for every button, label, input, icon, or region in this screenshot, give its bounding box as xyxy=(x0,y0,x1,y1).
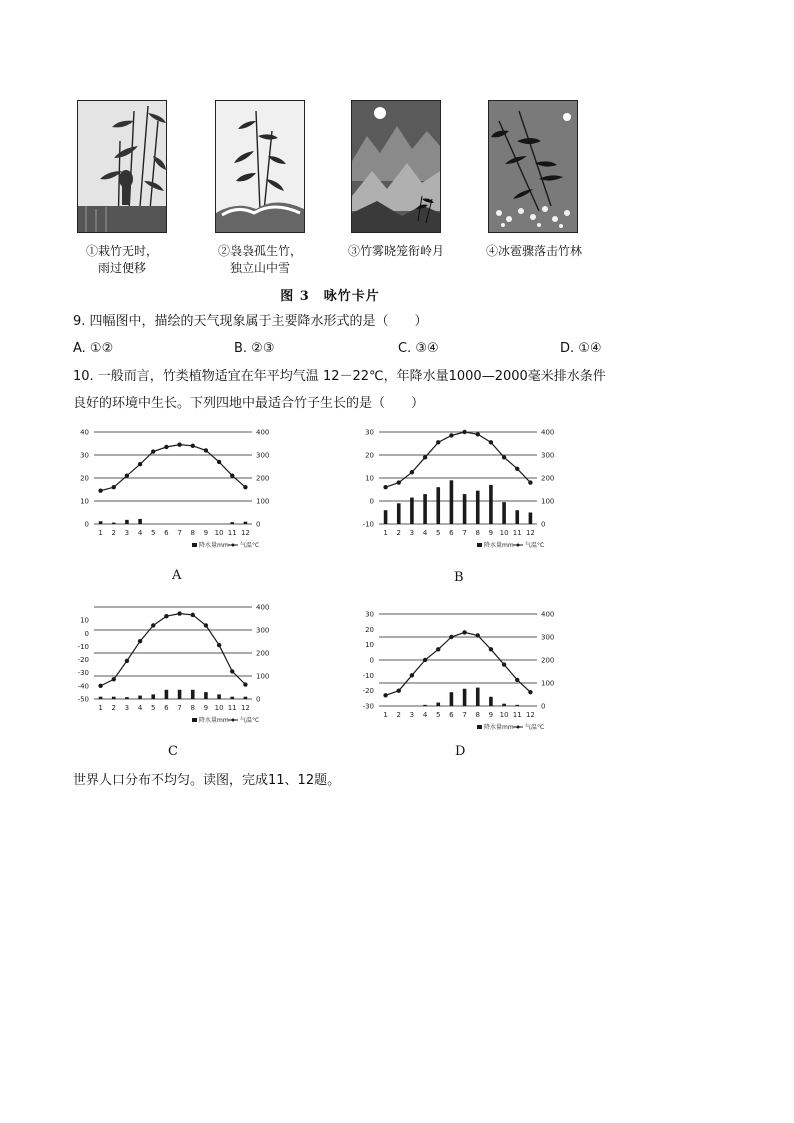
legend-temp-marker xyxy=(517,544,520,547)
legend-precip-swatch xyxy=(477,725,482,729)
month-label: 3 xyxy=(409,529,415,537)
month-label: 1 xyxy=(383,529,388,537)
precip-bar xyxy=(99,697,103,699)
climate-chart-a xyxy=(70,426,280,556)
right-tick-label: 200 xyxy=(541,656,555,665)
temperature-point xyxy=(489,440,493,444)
month-label: 11 xyxy=(512,529,522,537)
precip-bar xyxy=(476,688,480,706)
figure-title: 图 3 咏竹卡片 xyxy=(280,289,380,304)
temperature-point xyxy=(217,460,221,464)
temperature-point xyxy=(515,467,519,471)
left-tick-label: 30 xyxy=(365,428,374,437)
caption-line: 雨过便移 xyxy=(97,261,146,275)
legend-precip-label: 降水量mm xyxy=(199,717,229,724)
temperature-point xyxy=(177,611,181,615)
temperature-point xyxy=(476,633,480,637)
temperature-point xyxy=(436,647,440,651)
temperature-point xyxy=(383,693,387,697)
chart-label-a: A xyxy=(172,568,182,583)
left-tick-label: 10 xyxy=(80,497,89,506)
temperature-point xyxy=(204,623,208,627)
month-label: 7 xyxy=(177,529,182,537)
precip-bar xyxy=(178,690,182,699)
right-tick-label: 0 xyxy=(256,520,261,529)
climate-chart-c xyxy=(70,601,280,731)
temperature-point xyxy=(151,623,155,627)
left-tick-label: -30 xyxy=(362,702,374,711)
right-tick-label: 100 xyxy=(256,497,270,506)
left-tick-label: 0 xyxy=(84,520,89,529)
temperature-point xyxy=(230,669,234,673)
temperature-line xyxy=(386,432,531,487)
precip-bar xyxy=(489,697,493,706)
left-tick-label: 40 xyxy=(80,428,89,437)
left-tick-label: -50 xyxy=(77,695,89,704)
legend-temp-label: 气温°C xyxy=(525,724,545,731)
caption-line: ①栽竹无时， xyxy=(85,244,158,258)
precip-bar xyxy=(99,521,103,524)
temperature-point xyxy=(462,430,466,434)
right-tick-label: 100 xyxy=(541,679,555,688)
temperature-point xyxy=(489,647,493,651)
right-tick-label: 400 xyxy=(256,603,270,612)
legend-precip-swatch xyxy=(192,718,197,722)
temperature-line xyxy=(101,614,246,686)
month-label: 4 xyxy=(137,529,143,537)
card-image-4 xyxy=(488,100,578,233)
temperature-point xyxy=(191,613,195,617)
temperature-point xyxy=(138,462,142,466)
month-label: 8 xyxy=(475,711,480,719)
caption-line: ③竹雾晓笼衔岭月 xyxy=(347,244,444,258)
month-label: 1 xyxy=(383,711,388,719)
temperature-point xyxy=(502,455,506,459)
chart-label-c: C xyxy=(168,744,178,759)
chart-label-d: D xyxy=(455,744,466,759)
month-label: 11 xyxy=(227,704,237,712)
left-tick-label: 20 xyxy=(365,625,374,634)
left-tick-label: -10 xyxy=(77,642,89,651)
precip-bar xyxy=(423,705,427,706)
legend-precip-label: 降水量mm xyxy=(199,542,229,549)
question-10-stem-line1: 10. 一般而言，竹类植物适宜在年平均气温 12－22℃，年降水量1000—2000毫米排水条件 xyxy=(73,369,606,384)
month-label: 8 xyxy=(190,704,195,712)
legend-temp-label: 气温°C xyxy=(525,542,545,549)
precip-bar xyxy=(436,703,440,706)
caption-line: 独立山中雪 xyxy=(229,261,290,275)
right-tick-label: 300 xyxy=(256,451,270,460)
left-tick-label: -30 xyxy=(77,669,89,678)
month-label: 7 xyxy=(462,711,467,719)
temperature-point xyxy=(423,658,427,662)
precip-bar xyxy=(489,485,493,524)
precip-bar xyxy=(463,494,467,524)
precip-bar xyxy=(204,692,208,699)
legend-precip-label: 降水量mm xyxy=(484,542,514,549)
temperature-point xyxy=(410,470,414,474)
precip-bar xyxy=(112,523,116,524)
month-label: 5 xyxy=(436,529,441,537)
precip-bar xyxy=(384,510,388,524)
precip-bar xyxy=(450,692,454,706)
month-label: 1 xyxy=(98,529,103,537)
temperature-point xyxy=(177,442,181,446)
right-tick-label: 400 xyxy=(256,428,270,437)
temperature-point xyxy=(151,449,155,453)
right-tick-label: 0 xyxy=(256,695,261,704)
month-label: 2 xyxy=(111,704,116,712)
month-label: 12 xyxy=(240,529,250,537)
temperature-point xyxy=(164,445,168,449)
month-label: 11 xyxy=(227,529,237,537)
temperature-point xyxy=(383,485,387,489)
left-tick-label: 10 xyxy=(365,641,374,650)
precip-bar xyxy=(397,503,401,524)
left-tick-label: -20 xyxy=(362,687,374,696)
legend-temp-marker xyxy=(232,544,235,547)
left-tick-label: -40 xyxy=(77,682,89,691)
card-image-2 xyxy=(215,100,305,233)
climate-chart-svg xyxy=(70,426,280,556)
temperature-point xyxy=(397,480,401,484)
right-tick-label: 100 xyxy=(256,672,270,681)
temperature-point xyxy=(449,635,453,639)
temperature-point xyxy=(164,614,168,618)
temperature-point xyxy=(125,474,129,478)
month-label: 6 xyxy=(164,529,169,537)
month-label: 10 xyxy=(499,529,509,537)
month-label: 2 xyxy=(396,711,401,719)
right-tick-label: 0 xyxy=(541,702,546,711)
temperature-line xyxy=(101,445,246,491)
precip-bar xyxy=(463,689,467,706)
temperature-point xyxy=(502,662,506,666)
right-tick-label: 200 xyxy=(256,649,270,658)
left-tick-label: 20 xyxy=(365,451,374,460)
legend-precip-label: 降水量mm xyxy=(484,724,514,731)
right-tick-label: 200 xyxy=(541,474,555,483)
month-label: 12 xyxy=(240,704,250,712)
temperature-line xyxy=(386,632,531,695)
left-tick-label: 0 xyxy=(369,497,374,506)
precip-bar xyxy=(138,519,142,524)
precip-bar xyxy=(423,494,427,524)
precip-bar xyxy=(230,522,234,524)
month-label: 3 xyxy=(409,711,415,719)
month-label: 5 xyxy=(151,529,156,537)
month-label: 9 xyxy=(488,529,494,537)
month-label: 8 xyxy=(190,529,195,537)
chart-label-b: B xyxy=(454,570,464,585)
month-label: 6 xyxy=(449,711,454,719)
question-9-stem: 9. 四幅图中，描绘的天气现象属于主要降水形式的是（ ） xyxy=(73,314,428,329)
legend-precip-swatch xyxy=(192,543,197,547)
precip-bar xyxy=(450,480,454,524)
temperature-point xyxy=(436,440,440,444)
question-10-stem-line2: 良好的环境中生长。下列四地中最适合竹子生长的是（ ） xyxy=(73,396,425,411)
precip-bar xyxy=(151,694,155,699)
month-label: 2 xyxy=(111,529,116,537)
temperature-point xyxy=(112,677,116,681)
right-tick-label: 300 xyxy=(541,451,555,460)
precip-bar xyxy=(476,491,480,524)
left-tick-label: 0 xyxy=(369,656,374,665)
question-9-option-a: A. ①② xyxy=(73,341,114,356)
precip-bar xyxy=(217,694,221,699)
month-label: 3 xyxy=(124,704,130,712)
temperature-point xyxy=(423,455,427,459)
temperature-point xyxy=(515,678,519,682)
temperature-point xyxy=(410,673,414,677)
month-label: 6 xyxy=(449,529,454,537)
legend-precip-swatch xyxy=(477,543,482,547)
precip-bar xyxy=(230,697,234,699)
caption-line: ④冰雹骤落击竹林 xyxy=(485,244,582,258)
caption-line: ②袅袅孤生竹， xyxy=(217,244,302,258)
temperature-point xyxy=(243,682,247,686)
precip-bar xyxy=(515,510,519,524)
precip-bar xyxy=(502,704,506,706)
precip-bar xyxy=(165,690,169,699)
right-tick-label: 400 xyxy=(541,428,555,437)
month-label: 12 xyxy=(525,529,535,537)
month-label: 5 xyxy=(436,711,441,719)
precip-bar xyxy=(244,697,248,699)
right-tick-label: 400 xyxy=(541,610,555,619)
climate-chart-svg xyxy=(355,426,565,556)
left-tick-label: 10 xyxy=(80,616,89,625)
question-9-option-d: D. ①④ xyxy=(560,341,602,356)
left-tick-label: 10 xyxy=(365,474,374,483)
temperature-point xyxy=(528,690,532,694)
left-tick-label: 20 xyxy=(80,474,89,483)
month-label: 1 xyxy=(98,704,103,712)
legend-temp-label: 气温°C xyxy=(240,717,260,724)
legend-temp-marker xyxy=(517,726,520,729)
month-label: 8 xyxy=(475,529,480,537)
right-tick-label: 100 xyxy=(541,497,555,506)
precip-bar xyxy=(529,513,533,525)
month-label: 4 xyxy=(422,529,428,537)
left-tick-label: -10 xyxy=(362,520,374,529)
month-label: 9 xyxy=(488,711,494,719)
precip-bar xyxy=(125,520,129,524)
precip-bar xyxy=(125,697,129,699)
right-tick-label: 200 xyxy=(256,474,270,483)
card-caption-3 xyxy=(340,243,452,260)
precip-bar xyxy=(436,487,440,524)
climate-chart-svg xyxy=(355,608,565,738)
card-image-3 xyxy=(351,100,441,233)
temperature-point xyxy=(230,474,234,478)
month-label: 6 xyxy=(164,704,169,712)
temperature-point xyxy=(243,485,247,489)
legend-temp-label: 气温°C xyxy=(240,542,260,549)
precip-bar xyxy=(502,502,506,524)
temperature-point xyxy=(449,433,453,437)
climate-chart-b xyxy=(355,426,565,556)
month-label: 12 xyxy=(525,711,535,719)
climate-chart-d xyxy=(355,608,565,738)
precip-bar xyxy=(410,498,414,524)
precip-bar xyxy=(244,522,248,524)
card-image-1 xyxy=(77,100,167,233)
temperature-point xyxy=(204,448,208,452)
month-label: 2 xyxy=(396,529,401,537)
temperature-point xyxy=(112,485,116,489)
month-label: 5 xyxy=(151,704,156,712)
month-label: 4 xyxy=(137,704,143,712)
month-label: 3 xyxy=(124,529,130,537)
month-label: 10 xyxy=(499,711,509,719)
precip-bar xyxy=(112,697,116,699)
card-caption-4 xyxy=(478,243,590,260)
right-tick-label: 300 xyxy=(541,633,555,642)
temperature-point xyxy=(397,688,401,692)
temperature-point xyxy=(217,643,221,647)
card-caption-1 xyxy=(70,243,174,277)
legend-temp-marker xyxy=(232,719,235,722)
month-label: 10 xyxy=(214,704,224,712)
right-tick-label: 0 xyxy=(541,520,546,529)
temperature-point xyxy=(462,630,466,634)
temperature-point xyxy=(138,639,142,643)
question-9-option-b: B. ②③ xyxy=(234,341,275,356)
left-tick-label: -10 xyxy=(362,671,374,680)
month-label: 7 xyxy=(462,529,467,537)
left-tick-label: 30 xyxy=(80,451,89,460)
left-tick-label: 0 xyxy=(84,629,89,638)
card-caption-2 xyxy=(206,243,314,277)
temperature-point xyxy=(476,432,480,436)
month-label: 9 xyxy=(203,704,209,712)
temperature-point xyxy=(125,659,129,663)
month-label: 9 xyxy=(203,529,209,537)
question-9-option-c: C. ③④ xyxy=(398,341,439,356)
precip-bar xyxy=(138,696,142,699)
month-label: 11 xyxy=(512,711,522,719)
precip-bar xyxy=(515,705,519,706)
month-label: 7 xyxy=(177,704,182,712)
left-tick-label: 30 xyxy=(365,610,374,619)
left-tick-label: -20 xyxy=(77,656,89,665)
month-label: 4 xyxy=(422,711,428,719)
question-11-12-intro: 世界人口分布不均匀。读图，完成11、12题。 xyxy=(73,773,341,788)
climate-chart-svg xyxy=(70,601,280,731)
temperature-point xyxy=(528,480,532,484)
temperature-point xyxy=(98,488,102,492)
precip-bar xyxy=(191,690,195,699)
temperature-point xyxy=(191,444,195,448)
month-label: 10 xyxy=(214,529,224,537)
right-tick-label: 300 xyxy=(256,626,270,635)
temperature-point xyxy=(98,684,102,688)
